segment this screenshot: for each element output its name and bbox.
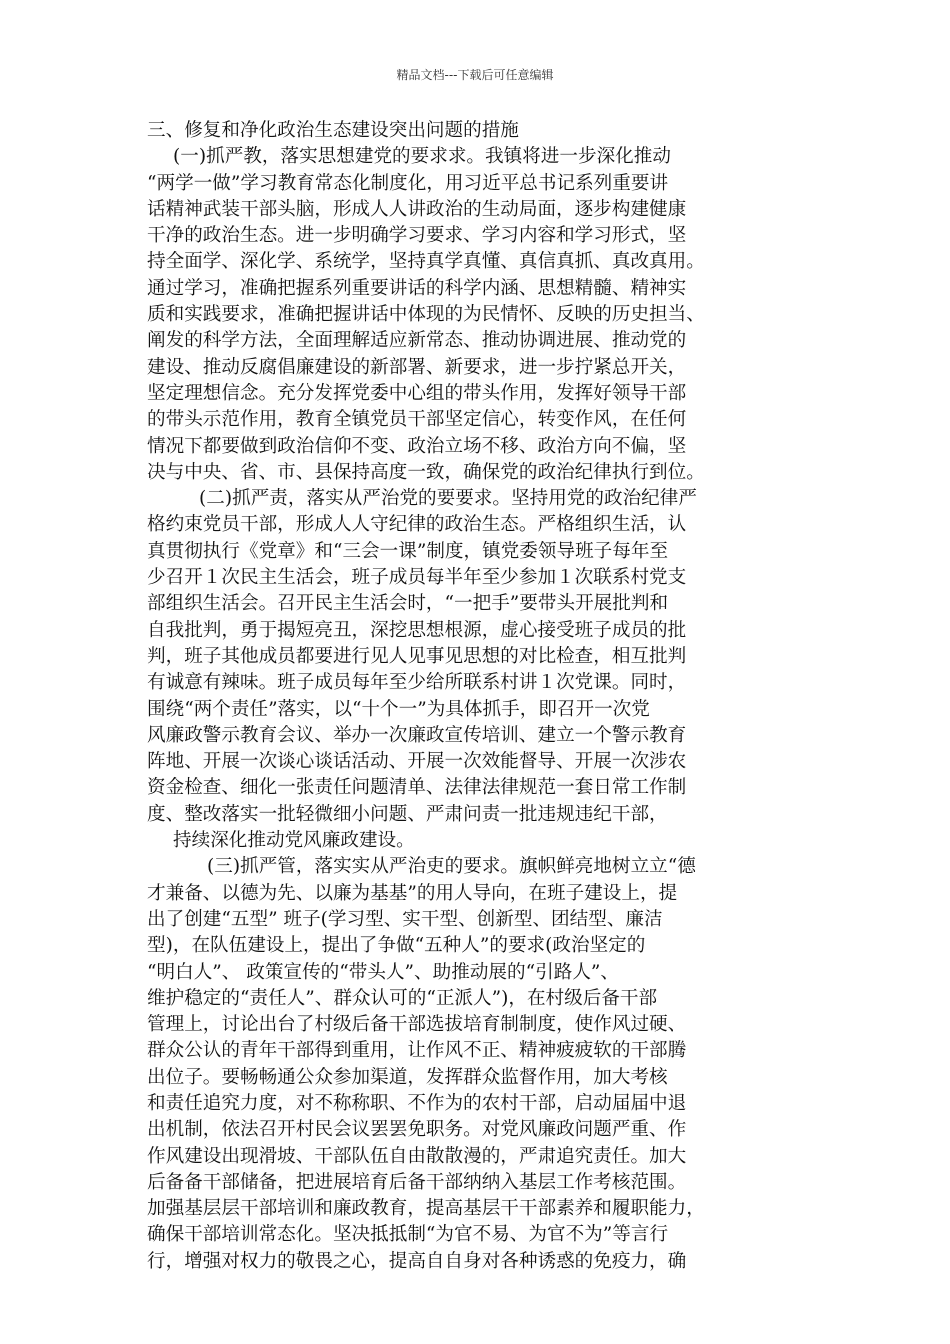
paragraph-line: 阵地、开展一次谈心谈话活动、开展一次效能督导、开展一次涉农 xyxy=(147,751,687,773)
paragraph-line: 少召开１次民主生活会，班子成员每半年至少参加１次联系村党支 xyxy=(147,567,687,589)
paragraph-line: 部组织生活会。召开民主生活会时，“一把手”要带头开展批判和 xyxy=(147,593,669,615)
paragraph-line: 群众公认的青年干部得到重用，让作风不正、精神疲疲软的干部腾 xyxy=(147,1040,687,1062)
paragraph-line: 确保干部培训常态化。坚决抵抵制“为官不易、为官不为”等言行 xyxy=(147,1224,669,1246)
paragraph-line: 通过学习，准确把握系列重要讲话的科学内涵、思想精髓、精神实 xyxy=(147,277,687,299)
paragraph-line: 型)，在队伍建设上，提出了争做“五种人”的要求(政治坚定的 xyxy=(147,935,646,957)
paragraph-line: 风廉政警示教育会议、举办一次廉政宣传培训、建立一个警示教育 xyxy=(147,724,687,746)
paragraph-line: (三)抓严管，落实实从严治吏的要求。旗帜鲜亮地树立立“德 xyxy=(207,856,696,878)
paragraph-line: 的带头示范作用，教育全镇党员干部坚定信心，转变作风，在任何 xyxy=(147,409,687,431)
paragraph-line: 质和实践要求，准确把握讲话中体现的为民情怀、反映的历史担当、 xyxy=(147,304,705,326)
paragraph-line: 话精神武装干部头脑，形成人人讲政治的生动局面，逐步构建健康 xyxy=(147,198,687,220)
paragraph-line: 决与中央、省、市、县保持高度一致，确保党的政治纪律执行到位。 xyxy=(147,461,705,483)
paragraph-line: 判，班子其他成员都要进行见人见事见思想的对比检查，相互批判 xyxy=(147,645,687,667)
paragraph-line: 维护稳定的“责任人”、群众认可的“正派人”)，在村级后备干部 xyxy=(147,987,658,1009)
paragraph-line: 资金检查、细化一张责任问题清单、法律法律规范一套日常工作制 xyxy=(147,777,687,799)
paragraph-line: 建设、推动反腐倡廉建设的新部署、新要求，进一步拧紧总开关， xyxy=(147,356,687,378)
paragraph-line: 出机制，依法召开村民会议罢罢免职务。对党风廉政问题严重、作 xyxy=(147,1119,687,1141)
paragraph-line: 管理上，讨论出台了村级后备干部选拔培育制制度，使作风过硬、 xyxy=(147,1014,687,1036)
paragraph-line: “两学一做”学习教育常态化制度化，用习近平总书记系列重要讲 xyxy=(147,172,669,194)
paragraph-line: 真贯彻执行《党章》和“三会一课”制度，镇党委领导班子每年至 xyxy=(147,540,669,562)
paragraph-line: 行，增强对权力的敬畏之心，提高自自身对各种诱惑的免疫力，确 xyxy=(147,1250,687,1272)
paragraph-line: 自我批判，勇于揭短亮丑，深挖思想根源，虚心接受班子成员的批 xyxy=(147,619,687,641)
paragraph-line: “明白人”、 政策宣传的“带头人”、助推动展的“引路人”、 xyxy=(147,961,620,983)
paragraph-line: 坚定理想信念。充分发挥党委中心组的带头作用，发挥好领导干部 xyxy=(147,382,687,404)
paragraph-line: 度、整改落实一批轻微细小问题、严肃问责一批违规违纪干部， xyxy=(147,803,668,825)
paragraph-line: 有诚意有辣味。班子成员每年至少给所联系村讲１次党课。同时， xyxy=(147,672,687,694)
paragraph-line: 出了创建“五型” 班子(学习型、实干型、创新型、团结型、廉洁 xyxy=(147,908,663,930)
paragraph-line: 持续深化推动党风廉政建设。 xyxy=(173,830,415,852)
paragraph-line: 才兼备、以德为先、以廉为基基”的用人导向，在班子建设上，提 xyxy=(147,882,678,904)
paragraph-line: (一)抓严教，落实思想建党的要求求。我镇将进一步深化推动 xyxy=(173,146,671,168)
paragraph-line: 持全面学、深化学、系统学，坚持真学真懂、真信真抓、真改真用。 xyxy=(147,251,705,273)
paragraph-line: 情况下都要做到政治信仰不变、政治立场不移、政治方向不偏，坚 xyxy=(147,435,687,457)
paragraph-line: 和责任追究力度，对不称称职、不作为的农村干部，启动届届中退 xyxy=(147,1092,687,1114)
document-body xyxy=(147,118,813,1275)
paragraph-line: 加强基层层干部培训和廉政教育，提高基层干干部素养和履职能力， xyxy=(147,1198,705,1220)
page-header: 精品文档---下载后可任意编辑 xyxy=(396,68,554,82)
paragraph-line: 格约束党员干部，形成人人守纪律的政治生态。严格组织生活，认 xyxy=(147,514,687,536)
section-heading: 三、修复和净化政治生态建设突出问题的措施 xyxy=(147,120,519,141)
paragraph-line: 后备备干部储备，把进展培育后备干部纳纳入基层工作考核范围。 xyxy=(147,1171,687,1193)
paragraph-line: 作风建设出现滑坡、干部队伍自由散散漫的，严肃追究责任。加大 xyxy=(147,1145,687,1167)
paragraph-line: (二)抓严责，落实从严治党的要要求。坚持用党的政治纪律严 xyxy=(199,488,697,510)
paragraph-line: 阐发的科学方法，全面理解适应新常态、推动协调进展、推动党的 xyxy=(147,330,687,352)
paragraph-line: 干净的政治生态。进一步明确学习要求、学习内容和学习形式，坚 xyxy=(147,225,687,247)
paragraph-line: 围绕“两个责任”落实，以“十个一”为具体抓手，即召开一次党 xyxy=(147,698,650,720)
paragraph-line: 出位子。要畅畅通公众参加渠道，发挥群众监督作用，加大考核 xyxy=(147,1066,668,1088)
